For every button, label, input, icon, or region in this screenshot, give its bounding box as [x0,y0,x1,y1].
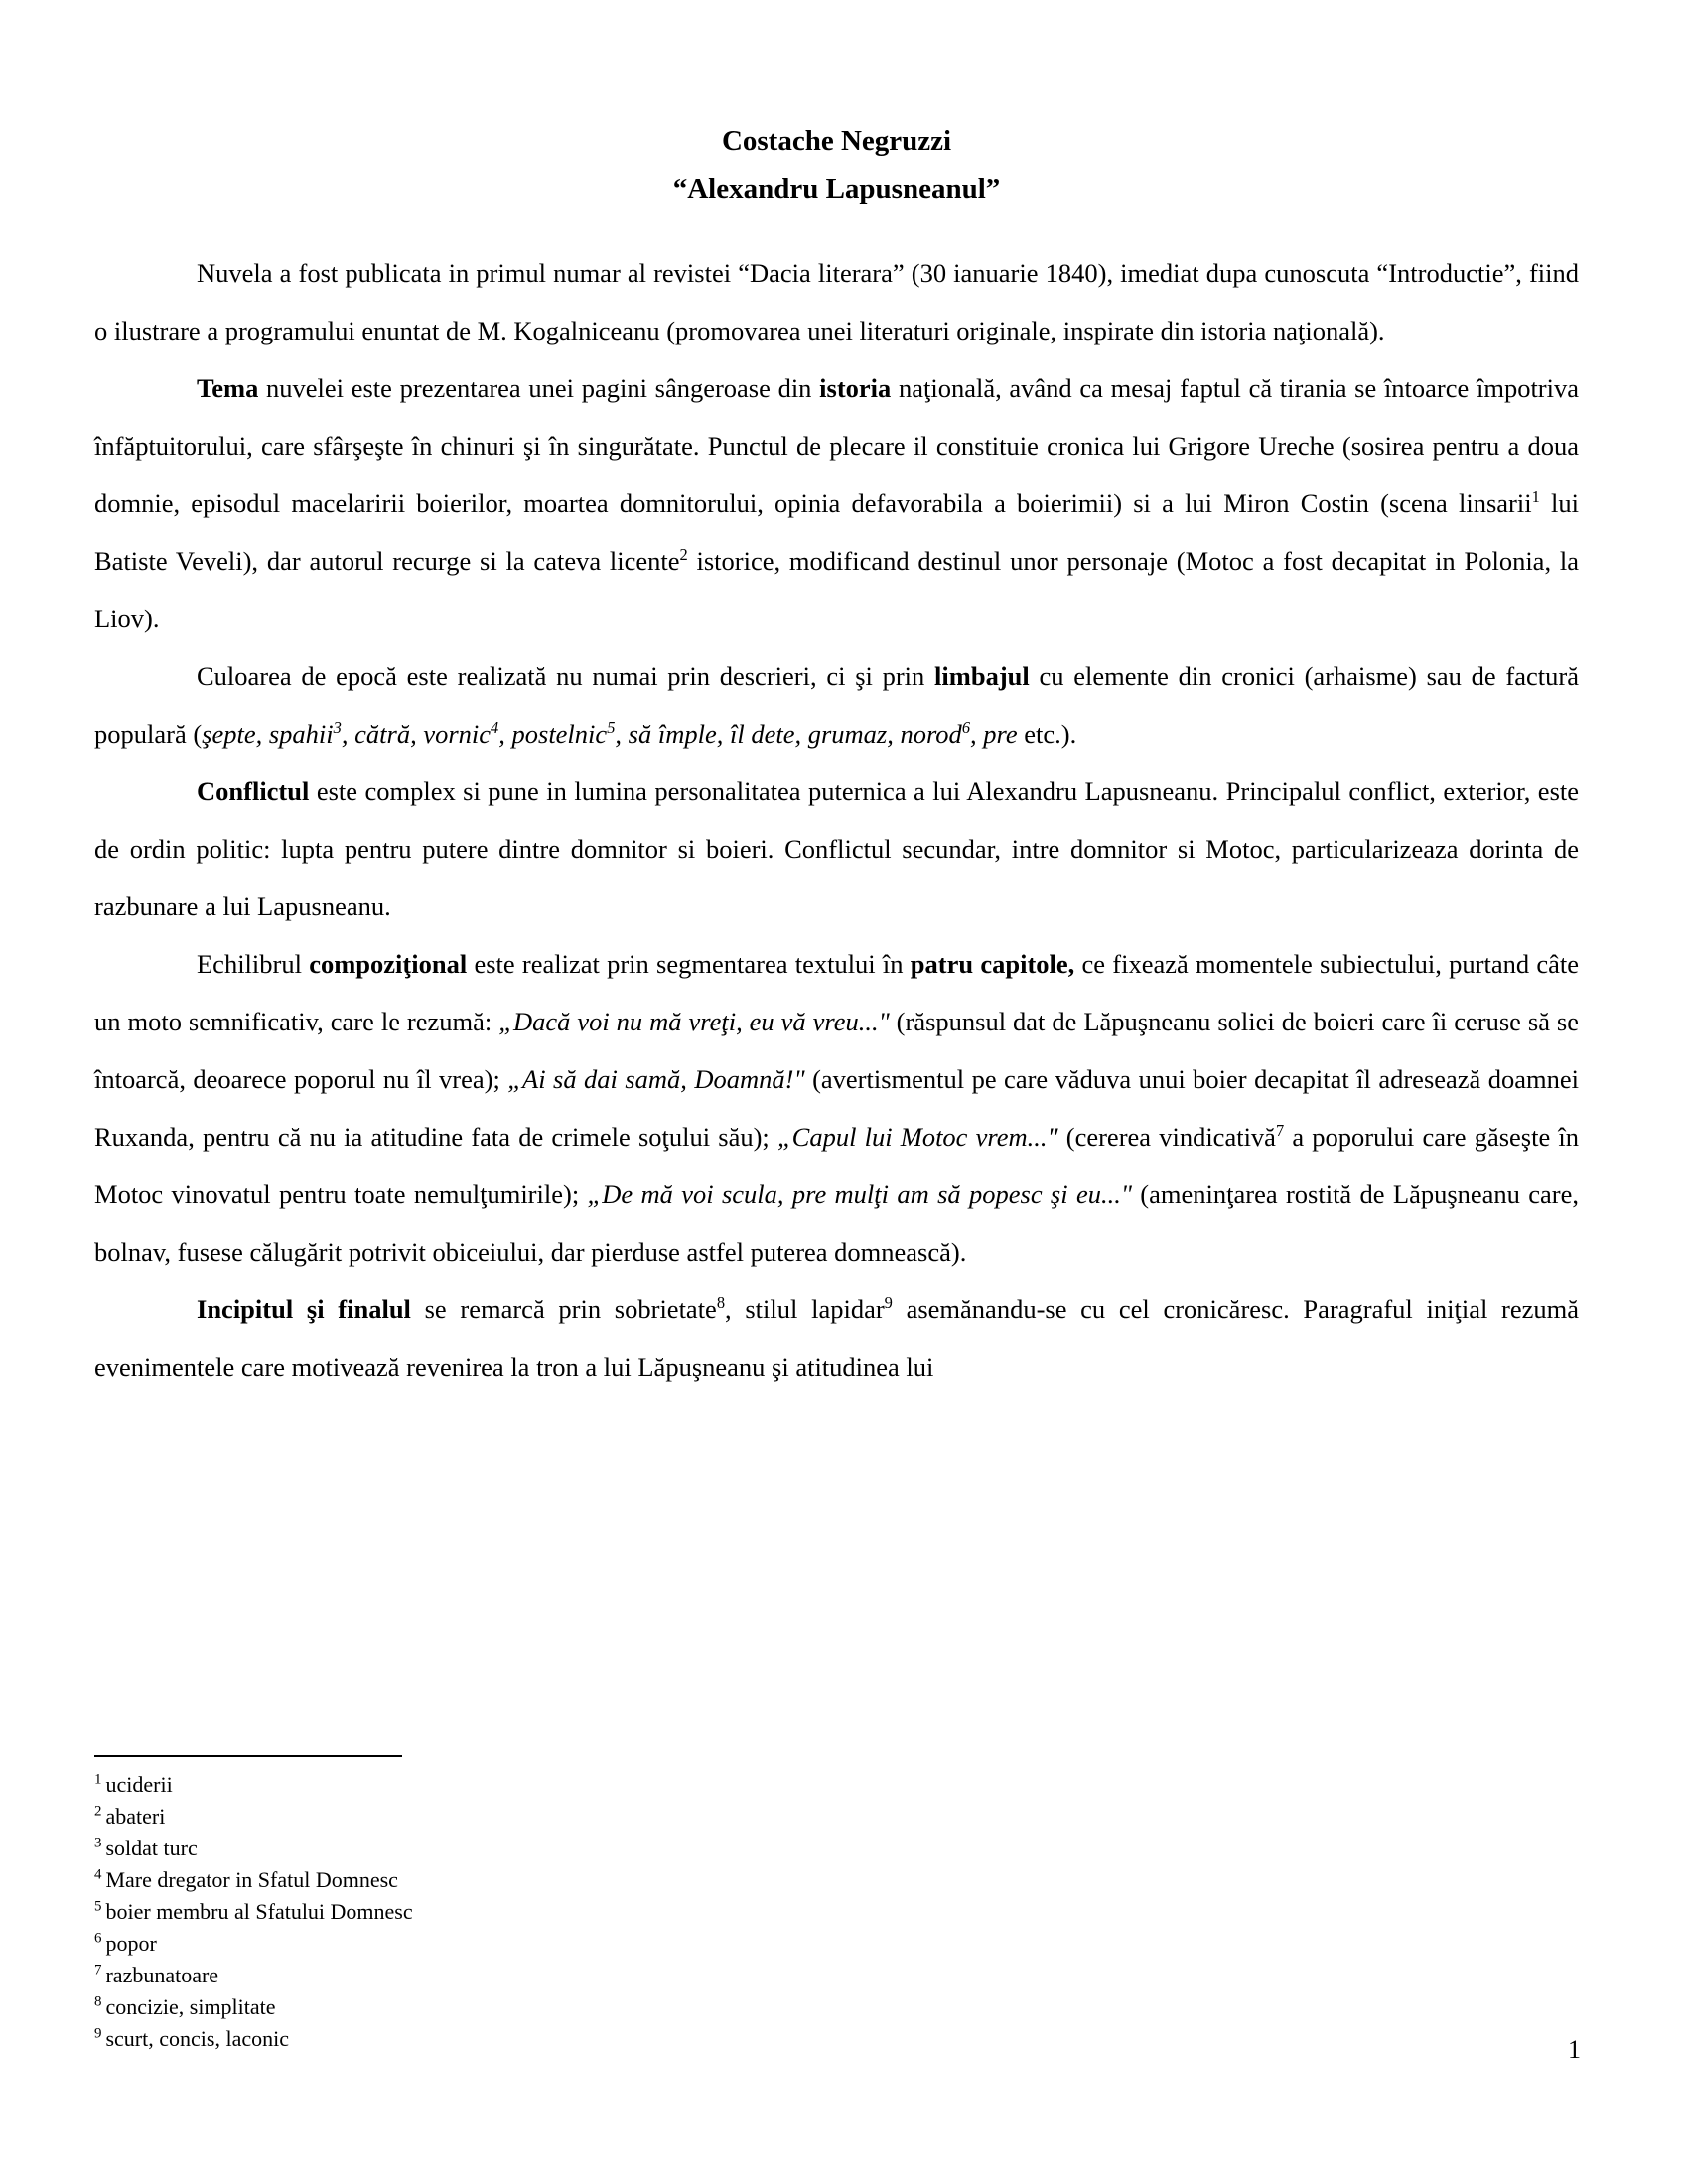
footnote-number: 3 [94,1835,102,1851]
footnote-item [94,1896,1579,1928]
footnote-text: popor [105,1931,157,1956]
text-run: (cererea vindicativă [1057,1122,1276,1152]
text-run: , postelnic [498,719,608,749]
footnote-item [94,1960,1579,1991]
footnote-text: uciderii [105,1772,173,1797]
footnote-text: boier membru al Sfatului Domnesc [105,1899,413,1924]
text-run: 7 [1275,1121,1285,1141]
footnote-number: 8 [94,1993,102,2010]
text-run: „Capul lui Motoc vrem..." [776,1122,1058,1152]
text-run: limbajul [934,661,1030,691]
footnote-item [94,1769,1579,1801]
text-run: Tema [197,373,259,403]
text-run: , să împle, îl dete, grumaz, norod [615,719,962,749]
text-run: 5 [607,718,616,738]
text-run: compoziţional [309,949,468,979]
text-run: asemănandu-se cu cel cronicăresc. Paragraful iniţial rezumă evenimentele care motivează revenirea la tron a lui Lăpuşneanu şi atitudinea lui [94,1295,1579,1382]
text-run: 1 [1531,487,1540,507]
text-run: etc.). [1017,719,1077,749]
footnote-item [94,1991,1579,2023]
footnote-number: 6 [94,1930,102,1947]
text-run: este realizat prin segmentarea textului în [467,949,911,979]
footnote-number: 7 [94,1962,102,1979]
text-run: a poporului care găseşte în Motoc vinovatul pentru toate nemulţumirile); [94,1122,1580,1209]
paragraph-echilibrul [94,935,1579,1281]
text-run: naţională, având ca mesaj faptul că tirania se întoarce împotriva înfăptuitorului, care sfârşeşte în chinuri şi în singurătate. Punctul de plecare il constituie cronica lui Grigore Ureche (sosirea pentru a doua domnie, episodul macelaririi boierilor, moartea domnitorului, opinia defavorabila a boierimii) si a lui Miron Costin (scena linsarii [94,373,1580,518]
text-run: se remarcă prin sobrietate [410,1295,717,1324]
footnote-item [94,2023,1579,2055]
footnotes-section [94,1755,1579,2055]
text-run: istoria [819,373,892,403]
footnote-text: scurt, concis, laconic [105,2026,289,2051]
text-run: (ameninţarea rostită de Lăpuşneanu care, bolnav, fusese călugărit potrivit obiceiului, dar pierduse astfel puterea domnească). [94,1179,1579,1267]
text-run: , stilul lapidar [725,1295,885,1324]
footnote-text: razbunatoare [105,1963,219,1987]
text-run: 3 [333,718,342,738]
text-run: 4 [491,718,499,738]
paragraph-incipitul [94,1281,1579,1396]
footnote-text: abateri [105,1804,166,1829]
text-run: , [970,719,984,749]
text-run: „De mă voi scula, pre mulţi am să popesc şi eu..." [587,1179,1132,1209]
footnote-text: soldat turc [105,1836,198,1860]
text-run: Conflictul [197,776,310,806]
footnote-item [94,1864,1579,1896]
text-run: 9 [884,1294,893,1313]
footnote-text: concizie, simplitate [105,1994,276,2019]
text-run: Culoarea de epocă este realizată nu numai prin descrieri, ci şi prin [197,661,935,691]
text-run: (avertismentul pe care văduva unui boier decapitat îl adresează doamnei Ruxanda, pentru că nu ia atitudine fata de crimele soţului său); [94,1064,1580,1152]
text-run: pre [983,719,1018,749]
footnote-item [94,1928,1579,1960]
text-run: 6 [961,718,971,738]
page-number: 1 [1568,2035,1581,2064]
footnote-number: 5 [94,1898,102,1915]
text-run: „Dacă voi nu mă vreţi, eu vă vreu..." [498,1007,890,1036]
footnote-number: 9 [94,2025,102,2042]
paragraph-conflictul [94,762,1579,935]
document-title [94,117,1579,212]
text-run: „Ai să dai samă, Doamnă!" [507,1064,805,1094]
text-run: este complex si pune in lumina personalitatea puternica a lui Alexandru Lapusneanu. Principalul conflict, exterior, este de ordin politic: lupta pentru putere dintre domnitor si boieri. Conflictul secundar, intre domnitor si Motoc, particularizeaza dorinta de razbunare a lui Lapusneanu. [94,776,1579,921]
text-run: , cătră, vornic [341,719,492,749]
text-run: Incipitul şi finalul [197,1295,411,1324]
paragraph-tema [94,359,1579,647]
text-run: cu elemente din cronici (arhaisme) sau de factură populară ( [94,661,1579,749]
document-body [94,244,1579,1396]
text-run: istorice, modificand destinul unor personaje (Motoc a fost decapitat in Polonia, la Liov). [94,546,1579,633]
paragraph-culoarea [94,647,1579,762]
footnote-text: Mare dregator in Sfatul Domnesc [105,1867,398,1892]
text-run: 2 [679,545,688,565]
paragraph-intro [94,244,1579,359]
text-run: lui Batiste Veveli), dar autorul recurge si la cateva licente [94,488,1579,576]
footnote-separator [94,1755,402,1757]
text-run: patru capitole, [910,949,1075,979]
footnote-number: 2 [94,1803,102,1820]
text-run: (răspunsul dat de Lăpuşneanu soliei de boieri care îi ceruse să se întoarcă, deoarece poporul nu îl vrea); [94,1007,1580,1094]
text-run: Nuvela a fost publicata in primul numar al revistei “Dacia literara” (30 ianuarie 1840), imediat dupa cunoscuta “Introductie”, fiind o ilustrare a programului enuntat de M. Kogalniceanu (promovarea unei literaturi originale, inspirate din istoria naţională). [94,258,1579,345]
footnote-number: 1 [94,1771,102,1788]
text-run: nuvelei este prezentarea unei pagini sângeroase din [258,373,820,403]
text-run: şepte, spahii [202,719,334,749]
text-run: Echilibrul [197,949,310,979]
footnote-item [94,1833,1579,1864]
text-run: 8 [716,1294,726,1313]
footnote-item [94,1801,1579,1833]
title-author: Costache Negruzzi [721,125,952,157]
page-content [94,117,1579,1396]
text-run: ce fixează momentele subiectului, purtand câte un moto semnificativ, care le rezumă: [94,949,1579,1036]
title-work: “Alexandru Lapusneanul” [672,173,1001,205]
footnote-number: 4 [94,1866,102,1883]
